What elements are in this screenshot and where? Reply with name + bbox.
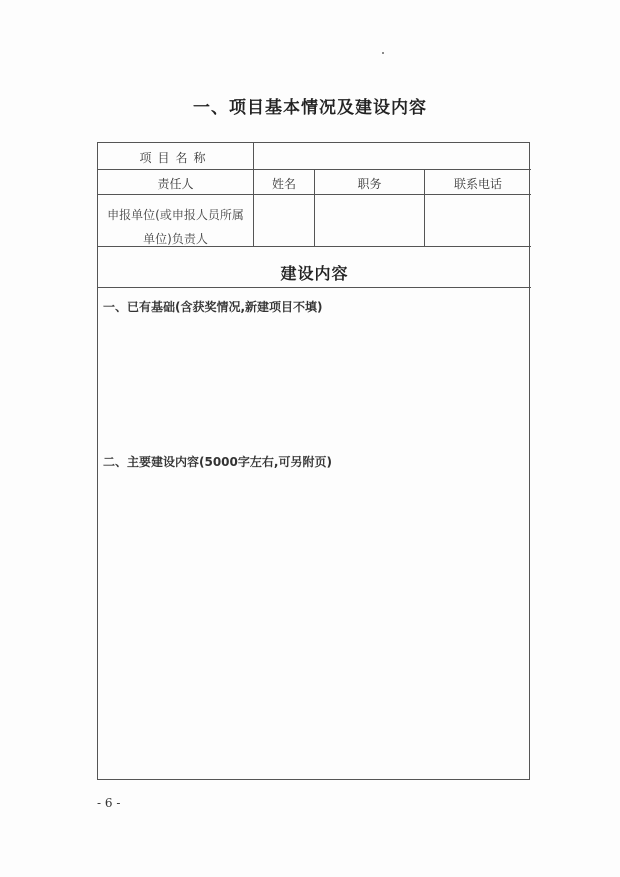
page-number: - 6 - — [97, 796, 121, 810]
page-title: 一、项目基本情况及建设内容 — [193, 98, 427, 118]
phone-header: 联系电话 — [453, 177, 502, 191]
name-header: 姓名 — [271, 177, 296, 191]
scan-speck — [382, 52, 384, 54]
responsible-person-label: 责任人 — [157, 177, 194, 191]
project-info-form — [97, 142, 530, 780]
applicant-unit-label-line2: 单位)负责人 — [143, 232, 208, 246]
row-divider-4 — [98, 287, 531, 288]
col-divider-main — [253, 143, 254, 246]
applicant-unit-label — [98, 203, 253, 251]
existing-foundation-item: 一、已有基础(含获奖情况,新建项目不填) — [103, 300, 323, 314]
main-construction-item: 二、主要建设内容(5000字左右,可另附页) — [103, 455, 332, 469]
position-header: 职务 — [357, 177, 382, 191]
applicant-unit-label-line1: 申报单位(或申报人员所属 — [107, 208, 244, 222]
project-name-label: 项目名称 — [139, 151, 212, 165]
construction-content-heading: 建设内容 — [280, 264, 349, 283]
